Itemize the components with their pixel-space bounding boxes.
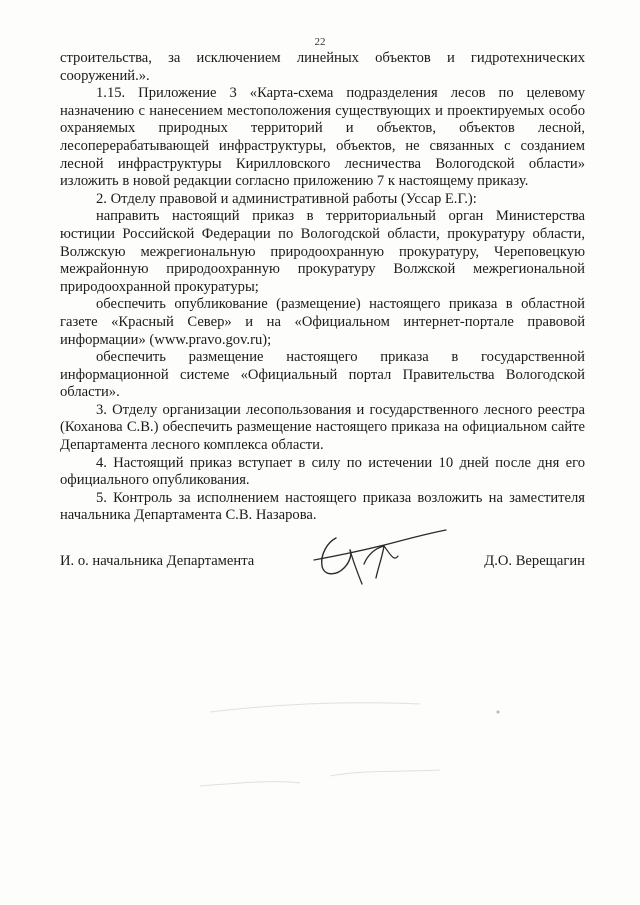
paragraph-2-publish: обеспечить опубликование (размещение) настоящего приказа в областной газете «Красный Север» и на «Официальном интернет-портале правовой информации» (www.pravo.gov.ru); — [60, 296, 585, 348]
signer-title: И. о. начальника Департамента — [60, 553, 255, 569]
signer-name: Д.О. Верещагин — [484, 553, 585, 569]
paragraph-4: 4. Настоящий приказ вступает в силу по истечении 10 дней после дня его официального опубликования. — [60, 454, 585, 489]
paragraph-1-15: 1.15. Приложение 3 «Карта-схема подразделения лесов по целевому назначению с нанесением местоположения существующих и проектируемых особо охраняемых природных территорий и объектов, объектов лесной, лесоперерабатывающей инфраструктуры, объектов, не связанных с созданием лесной инфраструктуры Кирилловского лесничества Вологодской области» изложить в новой редакции согласно приложению 7 к настоящему приказу. — [60, 85, 585, 190]
paragraph-2-direct: направить настоящий приказ в территориальный орган Министерства юстиции Российской Федерации по Вологодской области, прокуратуру области, Волжскую межрегиональную природоохранную прокуратуру, Череповецкую межрайонную природоохранную прокуратуру Волжской межрегиональной природоохранной прокуратуры; — [60, 208, 585, 295]
page-number: 22 — [314, 36, 326, 48]
handwritten-signature — [306, 524, 456, 590]
paragraph-5: 5. Контроль за исполнением настоящего приказа возложить на заместителя начальника Департамента С.В. Назарова. — [60, 489, 585, 524]
paragraph-2: 2. Отделу правовой и административной работы (Уссар Е.Г.): — [96, 190, 477, 207]
paragraph-3: 3. Отделу организации лесопользования и государственного лесного реестра (Коханова С.В.) обеспечить размещение настоящего приказа на официальном сайте Департамента лесного комплекса области. — [60, 401, 585, 454]
paragraph-continuation: строительства, за исключением линейных объектов и гидротехнических сооружений.». — [60, 50, 585, 84]
document-body — [60, 50, 585, 525]
paragraph-2-portal: обеспечить размещение настоящего приказа в государственной информационной системе «Официальный портал Правительства Вологодской области». — [60, 349, 585, 401]
